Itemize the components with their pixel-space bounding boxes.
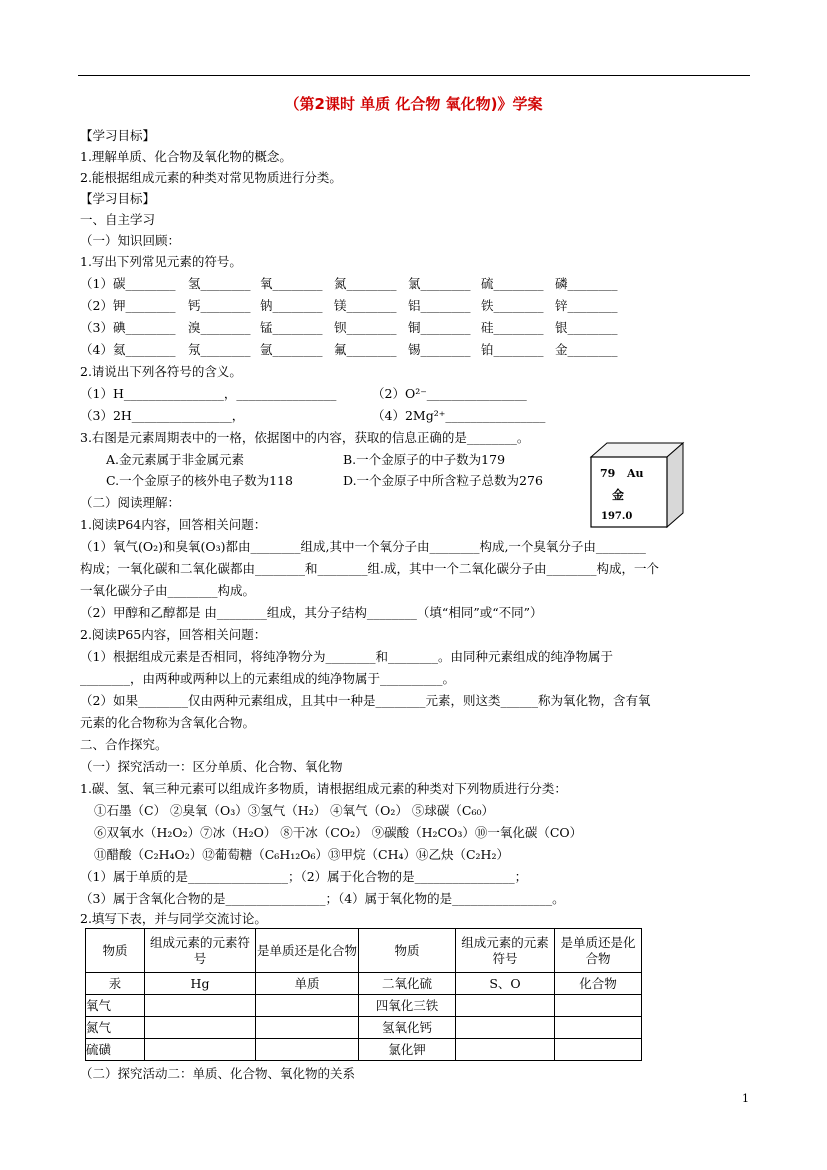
section-2a: （一）探究活动一：区分单质、化合物、氧化物	[80, 759, 343, 774]
table-row: 氧气 四氧化三铁	[86, 995, 642, 1017]
option-c: C.一个金原子的核外电子数为118	[106, 473, 293, 488]
section-2: 二、合作探究。	[80, 737, 168, 752]
table-row: 硫磺 氯化钾	[86, 1039, 642, 1061]
substance-table	[85, 928, 642, 1061]
reading-2a: （1）根据组成元素是否相同，将纯净物分为________和________。由同种元素组成的纯净物属于	[80, 649, 613, 664]
task-2: 2.填写下表，并与同学交流讨论。	[80, 911, 267, 926]
reading-2: 2.阅读P65内容，回答相关问题：	[80, 627, 267, 642]
atomic-mass: 197.0	[601, 511, 633, 522]
reading-2d: 元素的化合物称为含氧化合物。	[80, 715, 256, 730]
table-row: 氮气 氢氧化钙	[86, 1017, 642, 1039]
objective-2: 2.能根据组成元素的种类对常见物质进行分类。	[80, 170, 342, 185]
reading-1c: 一氧化碳分子由________构成。	[80, 583, 256, 598]
table-header-row: 物质 组成元素的元素符号 是单质还是化合物 物质 组成元素的元素符号 是单质还是化合物	[86, 929, 642, 973]
page-title: （第2课时 单质 化合物 氧化物)》学案	[284, 95, 543, 113]
heading-objectives: 【学习目标】	[80, 128, 156, 143]
section-1a: （一）知识回顾：	[80, 233, 181, 248]
question-3: 3.右图是元素周期表中的一格，依据图中的内容，获取的信息正确的是________。	[80, 430, 530, 445]
option-a: A.金元素属于非金属元素	[106, 452, 245, 467]
section-1: 一、自主学习	[80, 212, 156, 227]
option-b: B.一个金原子的中子数为179	[343, 452, 506, 467]
atomic-number: 79	[600, 467, 616, 480]
question-1: 1.写出下列常见元素的符号。	[80, 254, 242, 269]
section-2b: （二）探究活动二：单质、化合物、氧化物的关系	[80, 1066, 356, 1081]
reading-1d: （2）甲醇和乙醇都是 由________组成，其分子结构________（填“相同”或“不同”）	[80, 605, 543, 620]
objective-1: 1.理解单质、化合物及氧化物的概念。	[80, 149, 292, 164]
task-1: 1.碳、氢、氧三种元素可以组成许多物质，请根据组成元素的种类对下列物质进行分类：	[80, 781, 567, 796]
symbol-o2: （2）O²⁻________________	[372, 386, 527, 401]
question-2: 2.请说出下列各符号的含义。	[80, 364, 242, 379]
reading-1b: 构成；一氧化碳和二氧化碳都由________和________组.成，其中一个二氧化碳分子由________构成，一个	[80, 561, 659, 576]
classify-1: （1）属于单质的是________________；（2）属于化合物的是________________；	[80, 869, 528, 884]
reading-1: 1.阅读P64内容，回答相关问题：	[80, 517, 267, 532]
header-rule	[78, 75, 750, 76]
symbol-2mg: （4）2Mg²⁺________________	[372, 408, 546, 423]
materials-3: ⑪醋酸（C₂H₄O₂）⑫葡萄糖（C₆H₁₂O₆）⑬甲烷（CH₄）⑭乙炔（C₂H₂）	[94, 847, 509, 862]
section-1b: （二）阅读理解：	[80, 495, 181, 510]
element-name: 金	[612, 488, 625, 502]
heading-objectives-2: 【学习目标】	[80, 191, 156, 206]
periodic-table-cell	[589, 441, 685, 529]
materials-1: ①石墨（C） ②臭氧（O₃）③氢气（H₂） ④氧气（O₂） ⑤球碳（C₆₀）	[94, 803, 495, 818]
reading-2c: （2）如果________仅由两种元素组成，且其中一种是________元素，则这类______称为氧化物，含有氧	[80, 693, 651, 708]
reading-1a: （1）氧气(O₂)和臭氧(O₃)都由________组成,其中一个氧分子由________构成,一个臭氧分子由________	[80, 539, 646, 554]
reading-2b: ________，由两种或两种以上的元素组成的纯净物属于__________。	[80, 671, 456, 686]
symbol-2h: （3）2H________________，	[80, 408, 245, 423]
page-number: 1	[742, 1092, 749, 1105]
symbol-h: （1）H________________，________________	[80, 386, 337, 401]
element-symbol: Au	[627, 467, 644, 480]
option-d: D.一个金原子中所含粒子总数为276	[343, 473, 543, 488]
table-row: 汞 Hg 单质 二氧化硫 S、O 化合物	[86, 973, 642, 995]
materials-2: ⑥双氧水（H₂O₂）⑦冰（H₂O） ⑧干冰（CO₂） ⑨碳酸（H₂CO₃）⑩一氧化碳（CO）	[94, 825, 583, 840]
classify-2: （3）属于含氧化合物的是________________；（4）属于氧化物的是________________。	[80, 891, 565, 906]
